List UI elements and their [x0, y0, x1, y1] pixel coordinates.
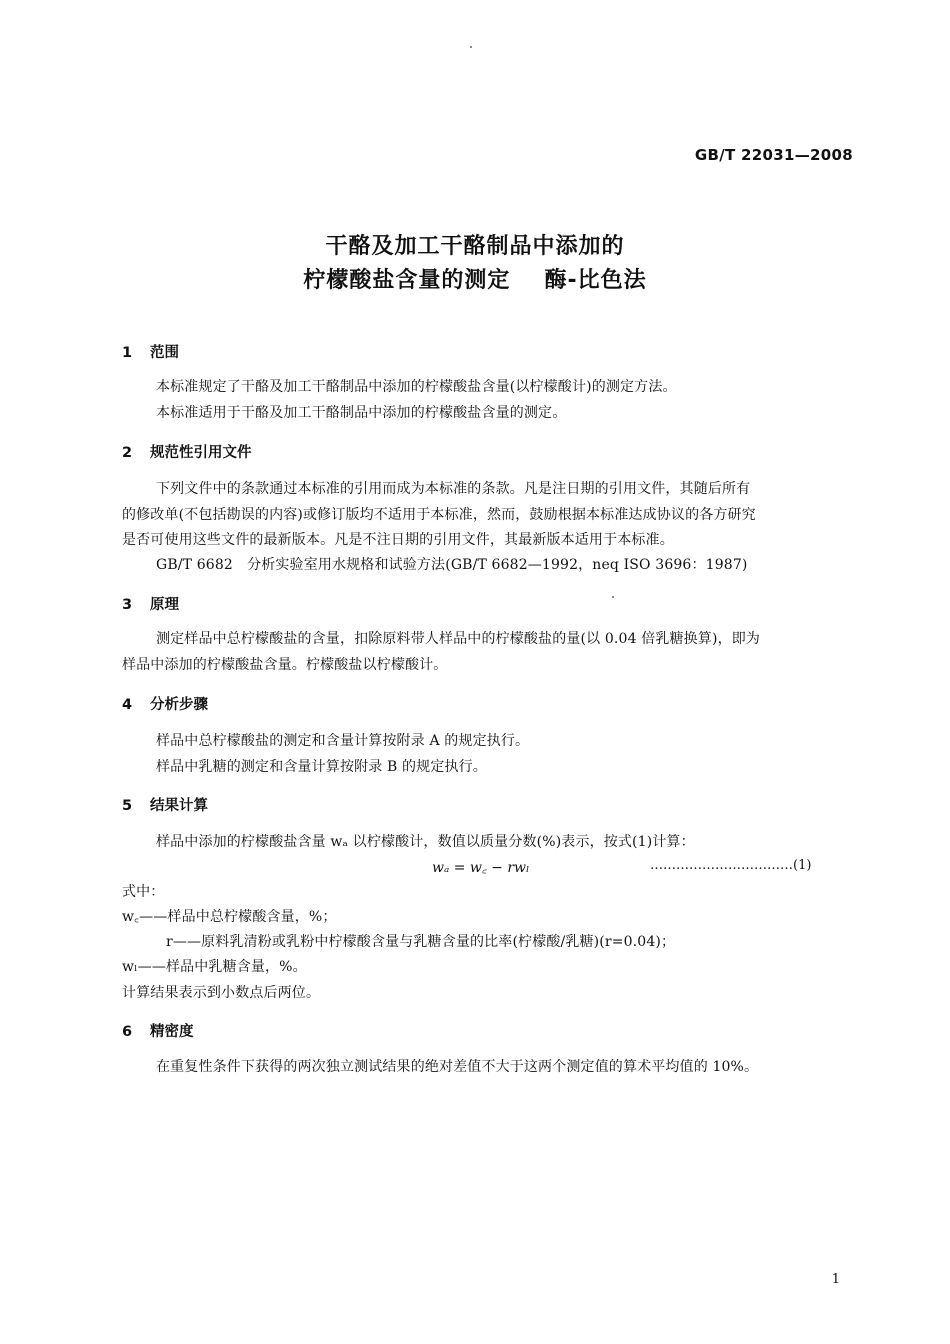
section-heading-5: 5 结果计算 [122, 798, 208, 814]
paragraph: 本标准适用于干酪及加工干酪制品中添加的柠檬酸盐含量的测定。 [156, 405, 567, 421]
standard-code: GB/T 22031—2008 [694, 146, 853, 164]
section-heading-3: 3 原理 [122, 597, 179, 613]
title-line-1: 干酪及加工干酪制品中添加的 [325, 234, 625, 259]
title-main: 柠檬酸盐含量的测定 [303, 268, 511, 293]
title-method: 酶-比色法 [544, 268, 647, 293]
section-heading-1: 1 范围 [122, 345, 179, 361]
formula: wₐ = w꜀ − rwₗ [432, 860, 530, 876]
paragraph: 样品中总柠檬酸盐的测定和含量计算按附录 A 的规定执行。 [156, 733, 530, 749]
variable-definition: r——原料乳清粉或乳粉中柠檬酸含量与乳糖含量的比率(柠檬酸/乳糖)(r=0.04)； [166, 934, 676, 950]
paragraph: 本标准规定了干酪及加工干酪制品中添加的柠檬酸盐含量(以柠檬酸计)的测定方法。 [156, 379, 677, 395]
section-heading-4: 4 分析步骤 [122, 697, 208, 713]
paragraph: 下列文件中的条款通过本标准的引用而成为本标准的条款。凡是注日期的引用文件，其随后所有 [156, 481, 751, 497]
section-heading-6: 6 精密度 [122, 1024, 194, 1040]
title-line-2 [0, 263, 950, 294]
variable-definition: w꜀——样品中总柠檬酸含量，%； [122, 909, 337, 925]
scan-speck [470, 46, 472, 48]
paragraph: 样品中乳糖的测定和含量计算按附录 B 的规定执行。 [156, 759, 487, 775]
paragraph: 计算结果表示到小数点后两位。 [122, 985, 321, 1001]
paragraph: 是否可使用这些文件的最新版本。凡是不注日期的引用文件，其最新版本适用于本标准。 [122, 532, 674, 548]
paragraph: 测定样品中总柠檬酸盐的含量，扣除原料带人样品中的柠檬酸盐的量(以 0.04 倍乳糖换算)，即为 [156, 631, 761, 647]
section-heading-2: 2 规范性引用文件 [122, 445, 252, 461]
formula-number: ……………………………(1) [650, 858, 812, 873]
scan-speck [612, 596, 614, 598]
variable-definition: wₗ——样品中乳糖含量，%。 [122, 959, 307, 975]
formula-where: 式中： [122, 884, 165, 900]
paragraph: 样品中添加的柠檬酸盐含量 wₐ 以柠檬酸计，数值以质量分数(%)表示，按式(1)计算： [156, 834, 695, 850]
paragraph: 在重复性条件下获得的两次独立测试结果的绝对差值不大于这两个测定值的算术平均值的 10%。 [156, 1059, 759, 1075]
paragraph: 样品中添加的柠檬酸盐含量。柠檬酸盐以柠檬酸计。 [122, 657, 448, 673]
paragraph: 的修改单(不包括勘误的内容)或修订版均不适用于本标准，然而，鼓励根据本标准达成协议的各方研究 [122, 507, 756, 523]
normative-reference: GB/T 6682 分析实验室用水规格和试验方法(GB/T 6682—1992，neq ISO 3696：1987) [156, 557, 748, 573]
page-number: 1 [831, 1272, 840, 1287]
